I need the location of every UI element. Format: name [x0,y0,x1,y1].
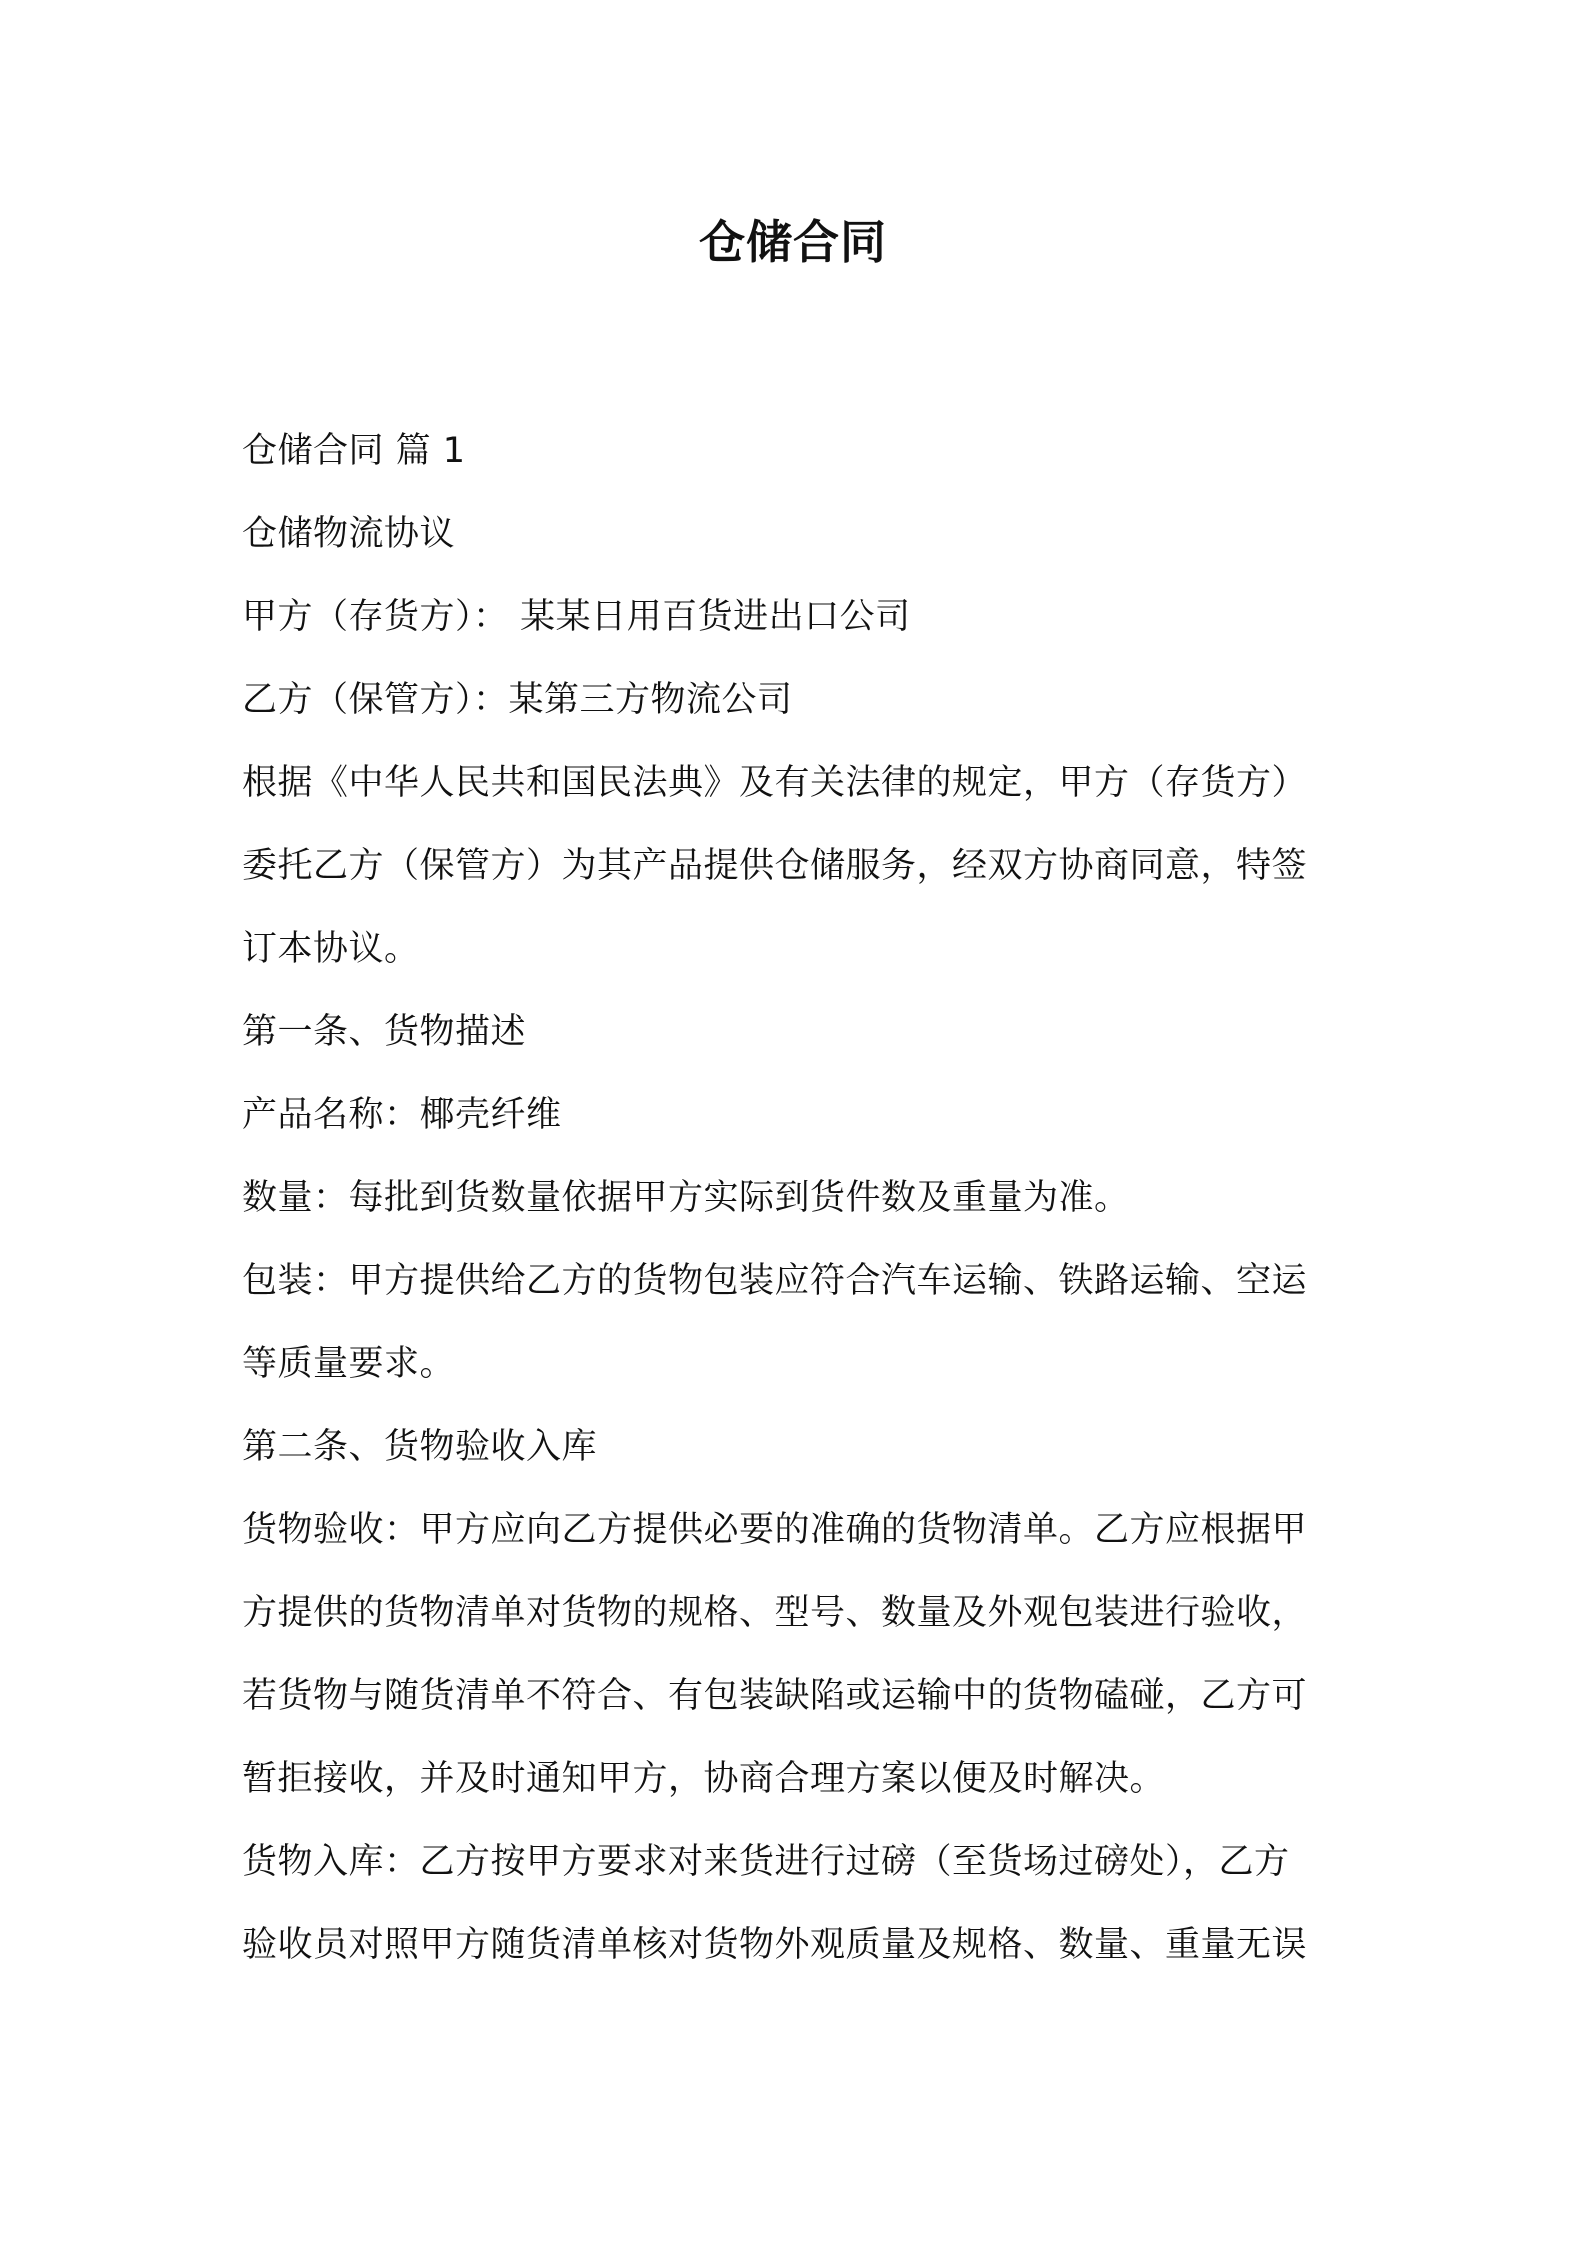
article-2-heading: 第二条、货物验收入库 [242,1427,598,1467]
packaging-line-cont: 等质量要求。 [242,1344,456,1384]
paragraph-line: 委托乙方（保管方）为其产品提供仓储服务，经双方协商同意，特签 [242,846,1308,886]
paragraph-line: 方提供的货物清单对货物的规格、型号、数量及外观包装进行验收， [242,1593,1308,1633]
paragraph-line: 货物入库：乙方按甲方要求对来货进行过磅（至货场过磅处），乙方 [242,1842,1290,1882]
article-1-heading: 第一条、货物描述 [242,1012,527,1052]
party-a-line: 甲方（存货方）： 某某日用百货进出口公司 [242,597,911,637]
paragraph-line: 若货物与随货清单不符合、有包装缺陷或运输中的货物磕碰，乙方可 [242,1676,1308,1716]
packaging-line: 包装：甲方提供给乙方的货物包装应符合汽车运输、铁路运输、空运 [242,1261,1308,1301]
paragraph-line: 暂拒接收，并及时通知甲方，协商合理方案以便及时解决。 [242,1759,1166,1799]
product-name-line: 产品名称：椰壳纤维 [242,1095,562,1135]
document-title: 仓储合同 [699,215,887,269]
paragraph-line: 订本协议。 [242,929,420,969]
party-b-line: 乙方（保管方）：某第三方物流公司 [242,680,793,720]
agreement-name: 仓储物流协议 [242,514,456,554]
paragraph-line: 货物验收：甲方应向乙方提供必要的准确的货物清单。乙方应根据甲 [242,1510,1308,1550]
quantity-line: 数量：每批到货数量依据甲方实际到货件数及重量为准。 [242,1178,1130,1218]
section-heading-part-1: 仓储合同 篇 1 [242,431,466,471]
paragraph-line: 验收员对照甲方随货清单核对货物外观质量及规格、数量、重量无误 [242,1925,1308,1965]
paragraph-line: 根据《中华人民共和国民法典》及有关法律的规定，甲方（存货方） [242,763,1308,803]
document-body [242,410,1352,1987]
